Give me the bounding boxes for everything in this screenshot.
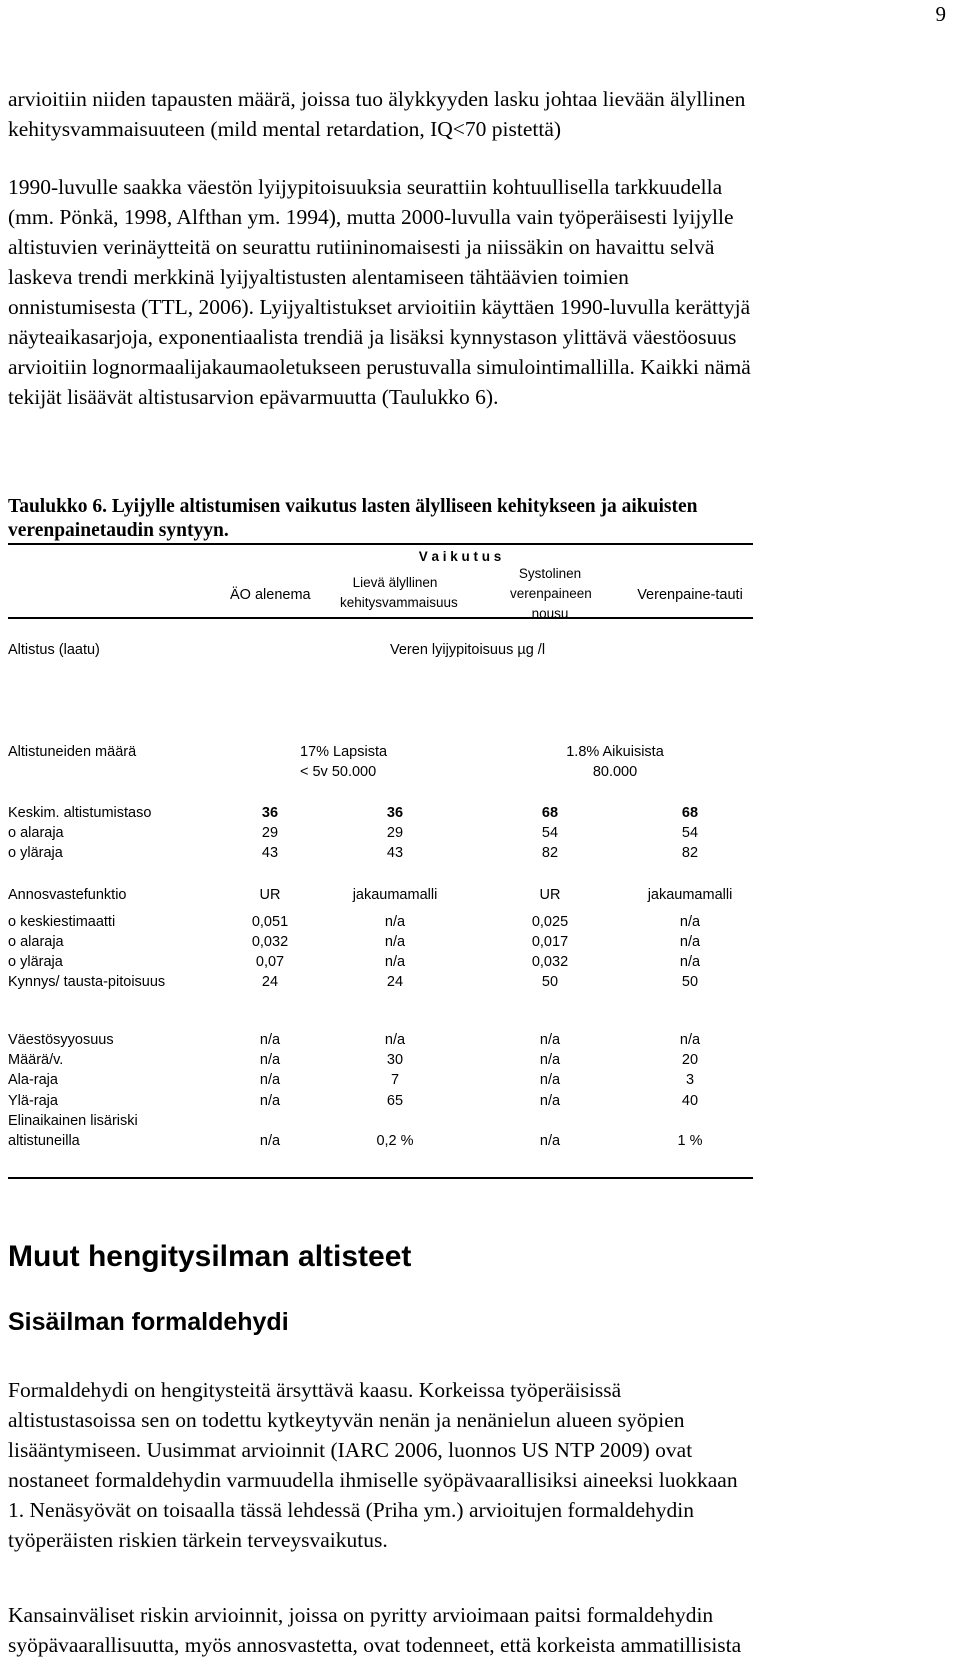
table-cell: n/a <box>384 934 406 950</box>
table-cell: 0,051 <box>251 914 289 930</box>
risk-paragraph <box>8 1600 741 1660</box>
table-cell: 54 <box>541 825 559 841</box>
row-label: Väestösyyosuus <box>8 1032 114 1048</box>
row-label: Annosvastefunktio <box>8 887 127 903</box>
table-cell: n/a <box>539 1093 561 1109</box>
row-label: Keskim. altistumistaso <box>8 805 152 821</box>
text-line: nostaneet formaldehydin varmuudella ihmiselle syöpävaarallisiksi aineeksi luokkaan <box>8 1468 738 1492</box>
table-cell: n/a <box>384 914 406 930</box>
text-line: 1990-luvulle saakka väestön lyijypitoisuuksia seurattiin kohtuullisella tarkkuudella <box>8 175 723 199</box>
table-cell: n/a <box>259 1052 281 1068</box>
col-header-systolic <box>510 564 590 624</box>
subsection-heading: Sisäilman formaldehydi <box>8 1308 289 1336</box>
table-cell: n/a <box>679 954 701 970</box>
exposure-value: Veren lyijypitoisuus µg /l <box>390 642 546 658</box>
label-line: Elinaikainen lisäriski <box>8 1113 138 1129</box>
table-cell: jakaumamalli <box>352 887 438 903</box>
table-cell: n/a <box>384 954 406 970</box>
col-header-mental-retardation <box>340 573 458 613</box>
text-line: kehitysvammaisuuteen (mild mental retardation, IQ<70 pistettä) <box>8 117 562 141</box>
caption-line: Taulukko 6. Lyijylle altistumisen vaikutus lasten älylliseen kehitykseen ja aikuisten <box>8 496 698 517</box>
cell-line: < 5v 50.000 <box>300 764 377 780</box>
table-cell: 65 <box>386 1093 404 1109</box>
intro-paragraph <box>8 84 745 144</box>
header-line: Systolinen <box>518 566 582 581</box>
caption-line: verenpainetaudin syntyyn. <box>8 520 229 541</box>
table-cell: 43 <box>261 845 279 861</box>
table-cell: 0,025 <box>531 914 569 930</box>
table-cell: n/a <box>384 1032 406 1048</box>
text-line: työperäisten riskien tärkein terveysvaikutus. <box>8 1528 388 1552</box>
text-line: tekijät lisäävät altistusarvion epävarmuutta (Taulukko 6). <box>8 385 499 409</box>
text-line: arvioitiin lognormaalijakaumaoletukseen perustuvalla simulointimallilla. Kaikki nämä <box>8 355 751 379</box>
text-line: (mm. Pönkä, 1998, Alfthan ym. 1994), mutta 2000-luvulla vain työperäisesti lyijylle <box>8 205 734 229</box>
table-cell: 50 <box>541 974 559 990</box>
col-header-hypertension: Verenpaine-tauti <box>637 587 743 603</box>
row-label: o yläraja <box>8 954 63 970</box>
table-cell: 1 % <box>677 1133 703 1149</box>
exposed-adults <box>555 742 675 782</box>
section-heading: Muut hengitysilman altisteet <box>8 1240 412 1273</box>
table-cell: n/a <box>539 1133 561 1149</box>
main-paragraph <box>8 172 751 412</box>
table-cell: UR <box>259 887 281 903</box>
text-line: arvioitiin niiden tapausten määrä, joissa tuo älykkyyden lasku johtaa lievään älyllinen <box>8 87 746 111</box>
table-cell: n/a <box>679 914 701 930</box>
table-cell: 68 <box>541 805 559 821</box>
table-cell: 0,07 <box>255 954 285 970</box>
cell-line: 1.8% Aikuisista <box>566 744 664 760</box>
table-cell: 30 <box>386 1052 404 1068</box>
table-cell: 0,032 <box>531 954 569 970</box>
table-cell: 54 <box>681 825 699 841</box>
table-cell: 0,032 <box>251 934 289 950</box>
text-line: laskeva trendi merkkinä lyijyaltistusten alentamiseen tähtäävien toimien <box>8 265 629 289</box>
table-cell: 43 <box>386 845 404 861</box>
formaldehyde-paragraph <box>8 1375 738 1555</box>
table-cell: n/a <box>679 934 701 950</box>
text-line: syöpävaarallisuutta, myös annosvastetta, ovat todenneet, että korkeista ammatillisista <box>8 1633 742 1657</box>
row-label: o keskiestimaatti <box>8 914 116 930</box>
text-line: Formaldehydi on hengitysteitä ärsyttävä kaasu. Korkeissa työperäisissä <box>8 1378 622 1402</box>
row-label: Ylä-raja <box>8 1093 58 1109</box>
text-line: onnistumisesta (TTL, 2006). Lyijyaltistukset arvioitiin käyttäen 1990-luvulla kerättyjä <box>8 295 751 319</box>
row-label: Ala-raja <box>8 1072 58 1088</box>
table-cell: 82 <box>541 845 559 861</box>
page-number: 9 <box>935 2 946 26</box>
table-cell: 29 <box>386 825 404 841</box>
table-cell: n/a <box>679 1032 701 1048</box>
table-cell: n/a <box>259 1133 281 1149</box>
table-cell: jakaumamalli <box>647 887 733 903</box>
row-label: Kynnys/ tausta-pitoisuus <box>8 974 166 990</box>
table-cell: n/a <box>259 1093 281 1109</box>
table-cell: 82 <box>681 845 699 861</box>
group-header: V a i k u t u s <box>418 549 502 564</box>
header-line: Lievä älyllinen <box>352 575 438 590</box>
col-header-iq: ÄO alenema <box>230 587 311 603</box>
text-line: näyteaikasarjoja, exponentiaalista trendiä ja lisäksi kynnystason ylittävä väestöosuus <box>8 325 737 349</box>
table-bottom-rule <box>8 1177 753 1179</box>
table-cell: n/a <box>259 1032 281 1048</box>
table-cell: 7 <box>390 1072 400 1088</box>
table-cell: 50 <box>681 974 699 990</box>
text-line: altistuvien verinäytteitä on seurattu rutiininomaisesti ja niissäkin on havaittu selvä <box>8 235 715 259</box>
text-line: altistustasoissa sen on todettu kytkeytyvän nenän ja nenänielun alueen syöpien <box>8 1408 685 1432</box>
row-label: Määrä/v. <box>8 1052 64 1068</box>
table-cell: 29 <box>261 825 279 841</box>
cell-line: 17% Lapsista <box>300 744 388 760</box>
table-cell: 24 <box>386 974 404 990</box>
table-cell: 36 <box>261 805 279 821</box>
row-label: o alaraja <box>8 934 64 950</box>
text-line: 1. Nenäsyövät on toisaalla tässä lehdessä (Priha ym.) arvioitujen formaldehydin <box>8 1498 695 1522</box>
table-header-rule <box>8 617 753 619</box>
table-cell: 40 <box>681 1093 699 1109</box>
table-top-rule <box>8 543 753 545</box>
cell-line: 80.000 <box>592 764 638 780</box>
table-caption <box>8 495 698 543</box>
table-cell: 0,017 <box>531 934 569 950</box>
table-cell: UR <box>539 887 561 903</box>
row-label: o alaraja <box>8 825 64 841</box>
row-label <box>8 1111 138 1151</box>
table-cell: 36 <box>386 805 404 821</box>
table-cell: n/a <box>539 1072 561 1088</box>
table-cell: 24 <box>261 974 279 990</box>
table-cell: 20 <box>681 1052 699 1068</box>
exposure-label: Altistus (laatu) <box>8 642 100 658</box>
exposed-children <box>300 742 387 782</box>
table-cell: 3 <box>685 1072 695 1088</box>
header-line: kehitysvammaisuus <box>340 595 458 610</box>
row-label: o yläraja <box>8 845 63 861</box>
header-line: verenpaineen <box>510 586 592 601</box>
header-line: nousu <box>531 606 569 621</box>
exposed-count-label: Altistuneiden määrä <box>8 744 137 760</box>
table-cell: 0,2 % <box>376 1133 414 1149</box>
table-cell: 68 <box>681 805 699 821</box>
label-line: altistuneilla <box>8 1133 80 1149</box>
text-line: Kansainväliset riskin arvioinnit, joissa on pyritty arvioimaan paitsi formaldehydin <box>8 1603 714 1627</box>
table-cell: n/a <box>539 1052 561 1068</box>
table-cell: n/a <box>539 1032 561 1048</box>
table-cell: n/a <box>259 1072 281 1088</box>
text-line: lisääntymiseen. Uusimmat arvioinnit (IARC 2006, luonnos US NTP 2009) ovat <box>8 1438 693 1462</box>
